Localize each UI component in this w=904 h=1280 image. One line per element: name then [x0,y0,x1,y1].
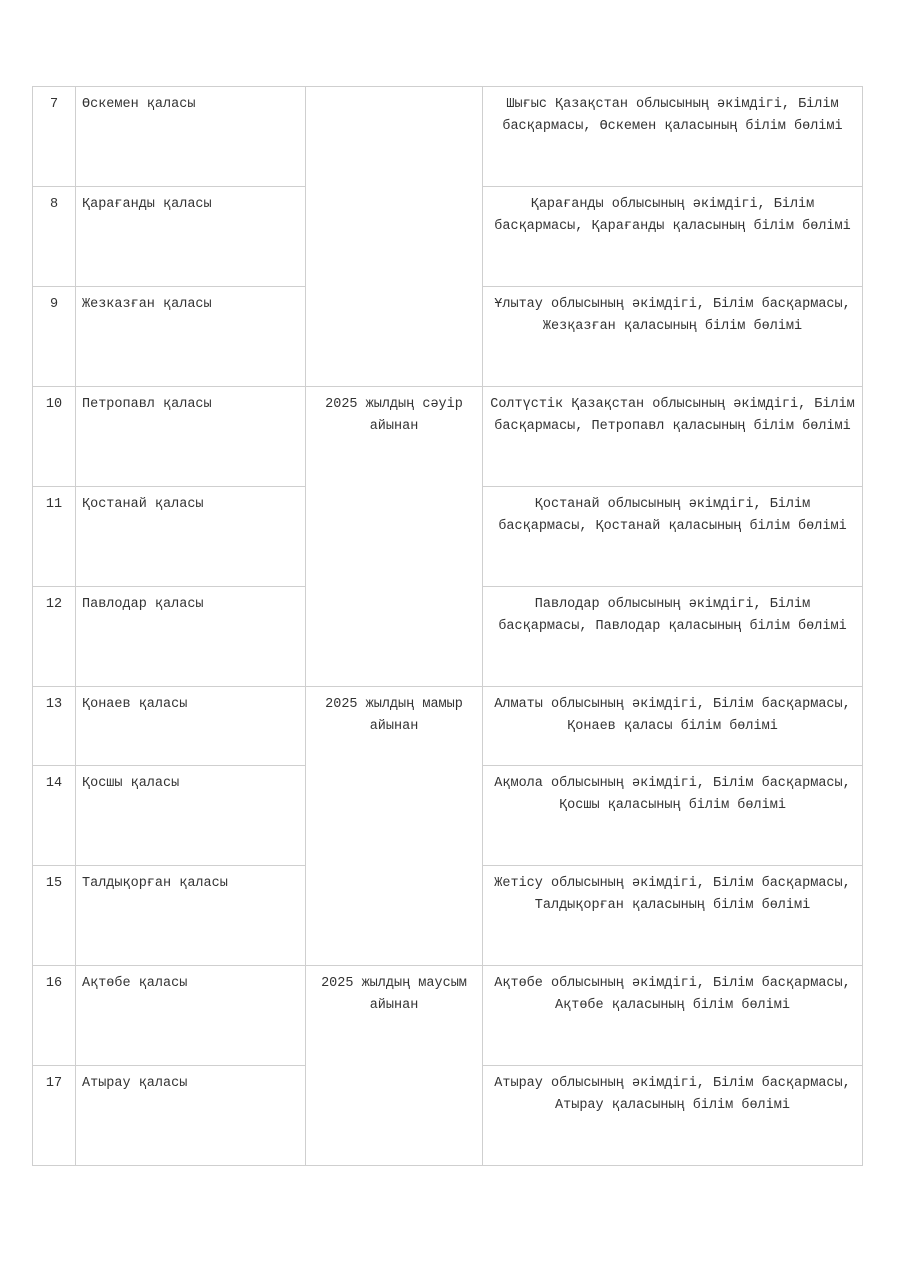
row-number: 17 [33,1066,76,1166]
schedule-table [32,86,863,1166]
responsible-organization: Ұлытау облысының әкімдігі, Білім басқармасы, Жезқазған қаласының білім бөлімі [483,287,863,387]
responsible-organization: Атырау облысының әкімдігі, Білім басқармасы, Атырау қаласының білім бөлімі [483,1066,863,1166]
responsible-organization: Ақтөбе облысының әкімдігі, Білім басқармасы, Ақтөбе қаласының білім бөлімі [483,966,863,1066]
city-name: Өскемен қаласы [76,87,306,187]
responsible-organization: Павлодар облысының әкімдігі, Білім басқармасы, Павлодар қаласының білім бөлімі [483,587,863,687]
table-row [33,387,863,487]
responsible-organization: Қарағанды облысының әкімдігі, Білім басқармасы, Қарағанды қаласының білім бөлімі [483,187,863,287]
date-cell-empty [306,87,483,387]
start-date-may: 2025 жылдың мамыр айынан [306,687,483,966]
responsible-organization: Шығыс Қазақстан облысының әкімдігі, Білім басқармасы, Өскемен қаласының білім бөлімі [483,87,863,187]
city-name: Павлодар қаласы [76,587,306,687]
city-name: Жезказған қаласы [76,287,306,387]
row-number: 14 [33,766,76,866]
row-number: 10 [33,387,76,487]
row-number: 11 [33,487,76,587]
row-number: 13 [33,687,76,766]
city-name: Қосшы қаласы [76,766,306,866]
row-number: 12 [33,587,76,687]
row-number: 15 [33,866,76,966]
responsible-organization: Ақмола облысының әкімдігі, Білім басқармасы, Қосшы қаласының білім бөлімі [483,766,863,866]
start-date-june: 2025 жылдың маусым айынан [306,966,483,1166]
row-number: 8 [33,187,76,287]
table-row [33,87,863,187]
city-name: Қарағанды қаласы [76,187,306,287]
table-row [33,966,863,1066]
row-number: 9 [33,287,76,387]
city-name: Атырау қаласы [76,1066,306,1166]
responsible-organization: Қостанай облысының әкімдігі, Білім басқармасы, Қостанай қаласының білім бөлімі [483,487,863,587]
city-name: Ақтөбе қаласы [76,966,306,1066]
table-row [33,687,863,766]
responsible-organization: Солтүстік Қазақстан облысының әкімдігі, Білім басқармасы, Петропавл қаласының білім бөлімі [483,387,863,487]
city-name: Талдықорған қаласы [76,866,306,966]
city-name: Петропавл қаласы [76,387,306,487]
responsible-organization: Жетісу облысының әкімдігі, Білім басқармасы, Талдықорған қаласының білім бөлімі [483,866,863,966]
responsible-organization: Алматы облысының әкімдігі, Білім басқармасы, Қонаев қаласы білім бөлімі [483,687,863,766]
city-name: Қонаев қаласы [76,687,306,766]
row-number: 7 [33,87,76,187]
row-number: 16 [33,966,76,1066]
start-date-april: 2025 жылдың сәуір айынан [306,387,483,687]
city-name: Қостанай қаласы [76,487,306,587]
